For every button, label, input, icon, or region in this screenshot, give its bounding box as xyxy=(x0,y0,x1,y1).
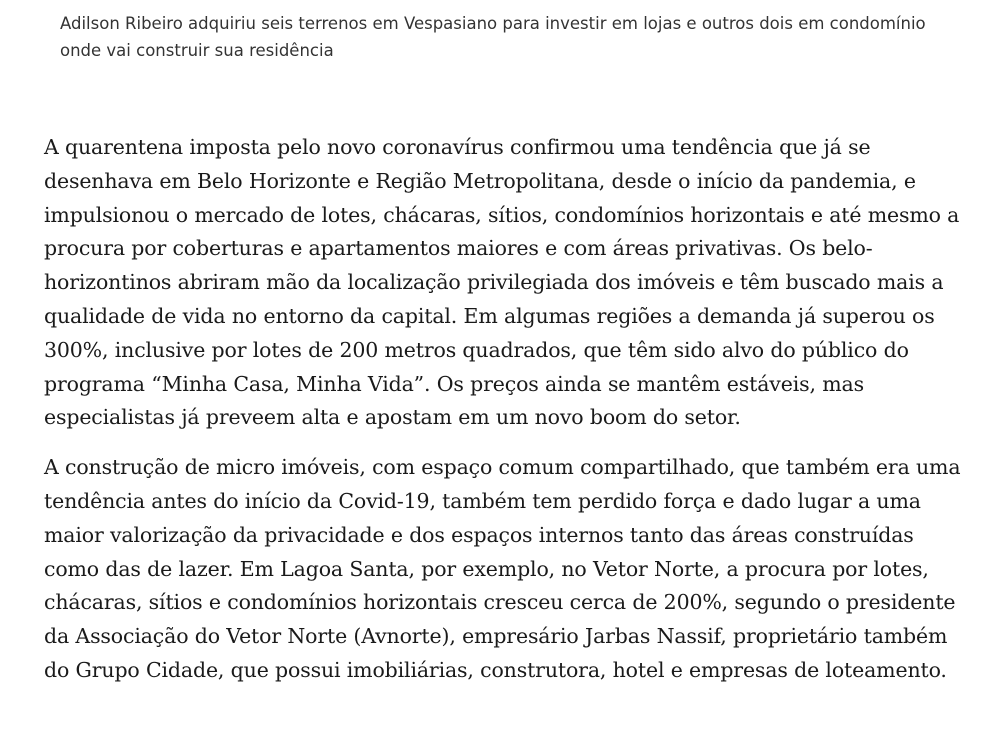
article-body xyxy=(44,131,964,704)
image-caption: Adilson Ribeiro adquiriu seis terrenos em Vespasiano para investir em lojas e outros dois em condomínio onde vai construir sua residência xyxy=(60,14,926,60)
article-paragraph-1: A quarentena imposta pelo novo coronavírus confirmou uma tendência que já se desenhava em Belo Horizonte e Região Metropolitana, desde o início da pandemia, e impulsionou o mercado de lotes, chácaras, sítios, condomínios horizontais e até mesmo a procura por coberturas e apartamentos maiores e com áreas privativas. Os belo-horizontinos abriram mão da localização privilegiada dos imóveis e têm buscado mais a qualidade de vida no entorno da capital. Em algumas regiões a demanda já superou os 300%, inclusive por lotes de 200 metros quadrados, que têm sido alvo do público do programa “Minha Casa, Minha Vida”. Os preços ainda se mantêm estáveis, mas especialistas já preveem alta e apostam em um novo boom do setor. xyxy=(44,135,960,430)
article-paragraph-2: A construção de micro imóveis, com espaço comum compartilhado, que também era uma tendência antes do início da Covid-19, também tem perdido força e dado lugar a uma maior valorização da privacidade e dos espaços internos tanto das áreas construídas como das de lazer. Em Lagoa Santa, por exemplo, no Vetor Norte, a procura por lotes, chácaras, sítios e condomínios horizontais cresceu cerca de 200%, segundo o presidente da Associação do Vetor Norte (Avnorte), empresário Jarbas Nassif, proprietário também do Grupo Cidade, que possui imobiliárias, construtora, hotel e empresas de loteamento. xyxy=(44,455,961,682)
